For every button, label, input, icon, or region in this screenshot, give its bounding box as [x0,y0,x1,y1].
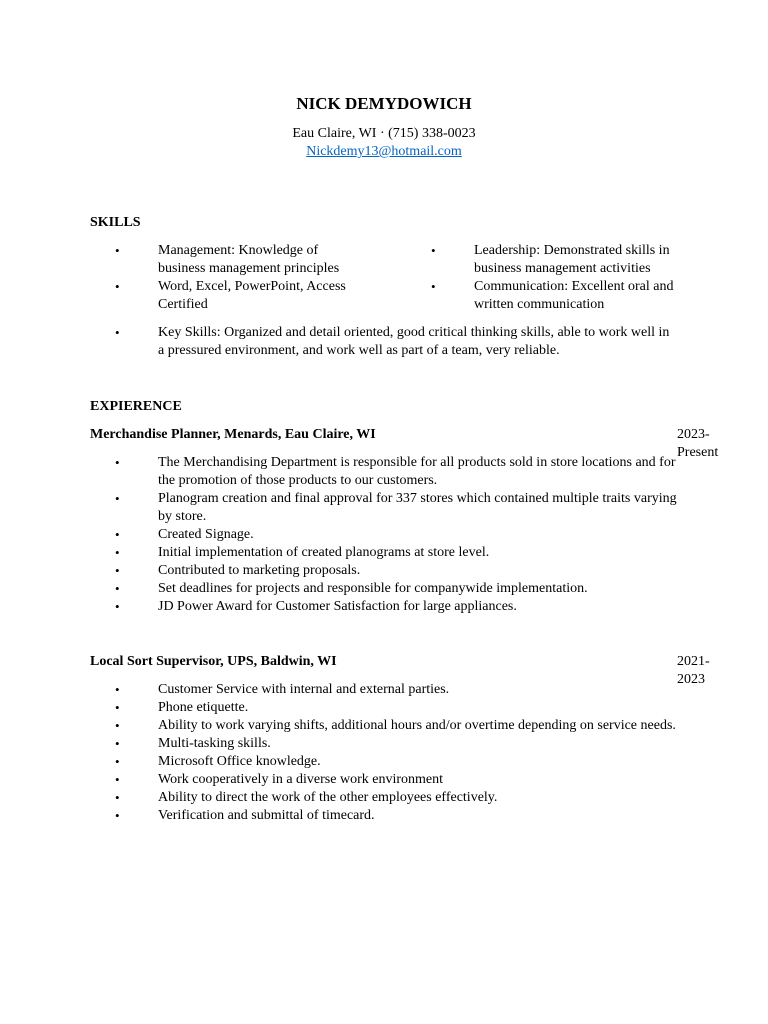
job-title: Merchandise Planner, Menards, Eau Claire, WI [90,427,376,442]
list-item: • Word, Excel, PowerPoint, Access Certified [158,278,348,314]
experience-heading: EXPIERENCE [90,399,182,414]
list-item: • Key Skills: Organized and detail oriented, good critical thinking skills, able to work well in a pressured environment, and work well as part of a team, very reliable. [158,324,678,360]
skills-heading: SKILLS [90,215,141,230]
list-item: • Verification and submittal of timecard. [158,807,678,825]
job-title: Local Sort Supervisor, UPS, Baldwin, WI [90,654,337,669]
list-item: • Phone etiquette. [158,699,678,717]
skills-list-left [158,242,348,314]
list-item: • Work cooperatively in a diverse work environment [158,771,678,789]
list-item: • Ability to direct the work of the other employees effectively. [158,789,678,807]
list-item: • Management: Knowledge of business management principles [158,242,348,278]
key-skills-list [158,324,678,360]
skills-list-right [474,242,679,314]
email-line [0,143,768,161]
job-dates: 2021-2023 [677,654,710,687]
email-link[interactable]: Nickdemy13@hotmail.com [306,144,462,159]
list-item: • The Merchandising Department is responsible for all products sold in store locations and for the promotion of those products to our customers. [158,454,678,490]
list-item: • Multi-tasking skills. [158,735,678,753]
job-duties-list [158,454,678,616]
list-item: • Communication: Excellent oral and written communication [474,278,679,314]
job-header [90,426,719,460]
list-item: • Initial implementation of created planograms at store level. [158,544,678,562]
list-item: • Created Signage. [158,526,678,544]
job-dates: 2023-Present [677,427,719,460]
list-item: • Microsoft Office knowledge. [158,753,678,771]
list-item: • Planogram creation and final approval for 337 stores which contained multiple traits varying by store. [158,490,678,526]
list-item: • Set deadlines for projects and responsible for companywide implementation. [158,580,678,598]
job-duties-list [158,681,678,825]
contact-line: Eau Claire, WI · (715) 338-0023 [292,126,476,141]
job-header [90,653,710,687]
list-item: • Customer Service with internal and external parties. [158,681,678,699]
list-item: • Leadership: Demonstrated skills in business management activities [474,242,679,278]
candidate-name: NICK DEMYDOWICH [296,94,472,113]
list-item: • Ability to work varying shifts, additional hours and/or overtime depending on service needs. [158,717,678,735]
list-item: • Contributed to marketing proposals. [158,562,678,580]
list-item: • JD Power Award for Customer Satisfaction for large appliances. [158,598,678,616]
